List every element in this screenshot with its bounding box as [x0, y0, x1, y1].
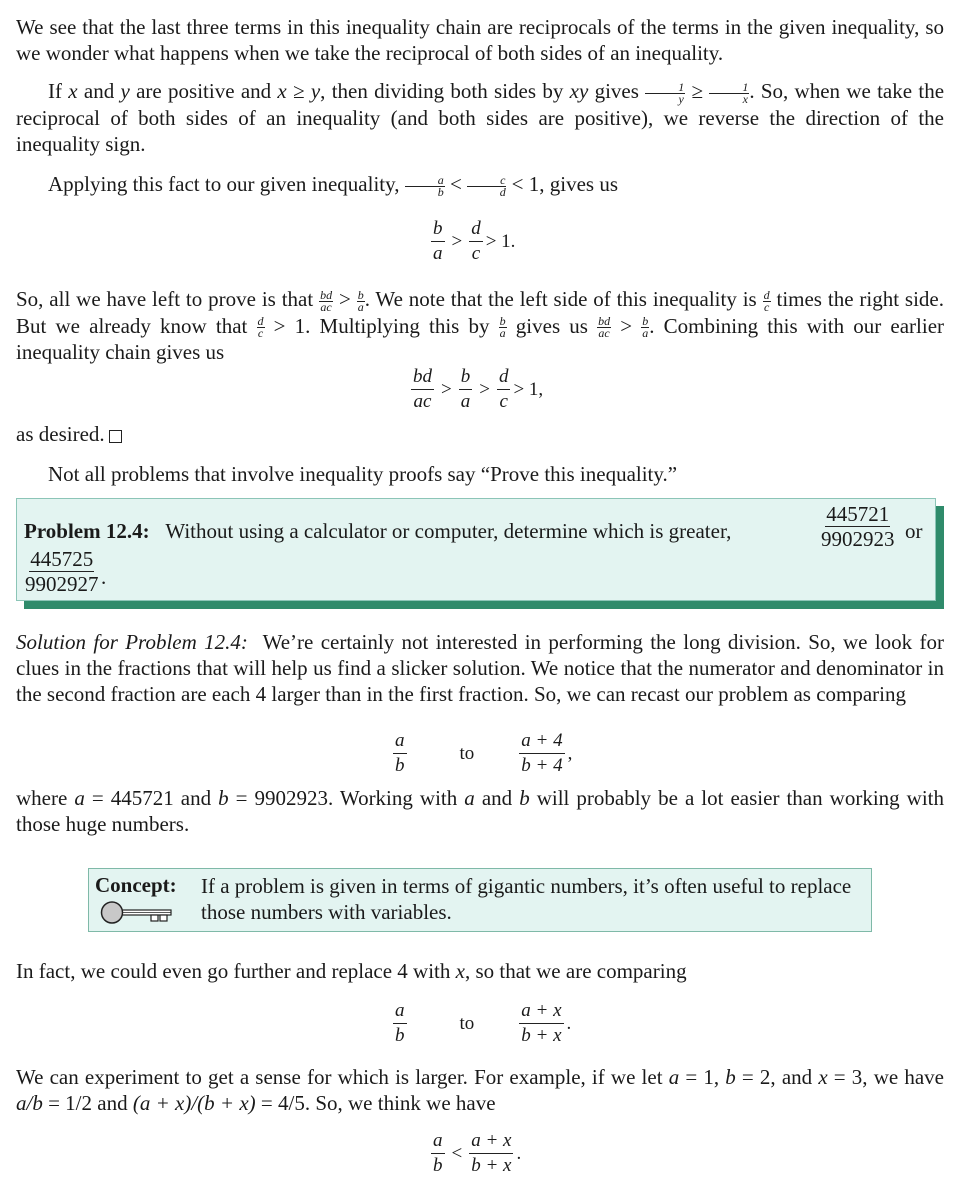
problem-text [24, 519, 929, 544]
numerator: 445721 [826, 502, 890, 526]
denominator: ac [320, 299, 332, 314]
concept-box [88, 868, 872, 932]
fraction [519, 1000, 563, 1047]
numerator: b [357, 287, 364, 302]
text: < 1, gives us [506, 172, 619, 196]
inline-fraction [597, 316, 611, 339]
equation-tail: . [516, 1142, 522, 1164]
text: = 1, [679, 1065, 726, 1089]
numerator: d [257, 314, 264, 329]
denominator: a [460, 391, 471, 412]
numerator: a + 4 [519, 730, 564, 754]
solution-text: We’re certainly not interested in performing the long division. So, we look for clues in the fractions that will help us find a slicker solution. We notice that the numerator and denominator in the second fraction are each 4 larger than in the first fraction. So, we can recast our problem as comparing [16, 630, 945, 706]
inline-fraction [257, 316, 265, 339]
paragraph-where [16, 785, 944, 837]
operator: > [479, 378, 490, 400]
numerator: a [431, 1130, 445, 1154]
paragraph-experiment [16, 1064, 944, 1116]
denominator: c [471, 243, 481, 264]
numerator: 1 [709, 82, 749, 94]
text: as desired. [16, 422, 105, 446]
problem-box [16, 498, 936, 601]
numerator: b [642, 314, 649, 329]
inline-fraction [709, 79, 749, 106]
denominator: x [742, 91, 748, 106]
to-text: to [459, 1012, 475, 1034]
text: > [333, 287, 357, 311]
text: In fact, we could even go further and replace 4 with [16, 959, 456, 983]
concept-label: Concept: [95, 873, 177, 897]
period: . [101, 565, 107, 589]
display-equation-1 [428, 218, 515, 265]
text: = 445721 and [84, 786, 219, 810]
inline-fraction [763, 287, 771, 314]
denominator: a [433, 243, 443, 264]
denominator: b [395, 1025, 405, 1046]
text: = 3, we have [827, 1065, 944, 1089]
text: where [16, 786, 75, 810]
display-equation-4 [390, 1000, 571, 1047]
text: Applying this fact to our given inequality, [48, 172, 405, 196]
numerator: 445725 [30, 547, 94, 571]
denominator: b [433, 1155, 443, 1176]
var: y [120, 79, 130, 103]
fraction [469, 1130, 513, 1177]
fraction [519, 730, 564, 777]
fraction [497, 366, 511, 413]
fraction [431, 1130, 445, 1177]
text: . Combining this with our earlier inequality chain gives us [16, 313, 945, 365]
to-text: to [459, 742, 475, 764]
equation-tail: > 1. [485, 230, 516, 252]
text: . So, when we take the reciprocal of both sides of an inequality (and both sides are positive), we reverse the direction of the inequality sign. [16, 79, 945, 156]
paragraph-as-desired [16, 421, 944, 447]
text: times the right side. But we already know that [16, 287, 945, 338]
inline-fraction [645, 79, 685, 106]
denominator: b [437, 184, 444, 199]
fraction [411, 366, 434, 413]
denominator: y [678, 91, 684, 106]
numerator: d [497, 366, 511, 390]
denominator: 9902927 [25, 572, 99, 596]
denominator: d [499, 184, 506, 199]
text: = 9902923. Working with [228, 786, 465, 810]
text: < [444, 172, 468, 196]
qed-square-icon [109, 430, 122, 443]
text: > [611, 313, 642, 338]
numerator: a [393, 730, 407, 754]
denominator: b [395, 755, 405, 776]
fraction [393, 730, 407, 777]
var: a [74, 786, 85, 810]
text: gives us [506, 313, 598, 338]
numerator: b [431, 218, 445, 242]
var: b [519, 786, 530, 810]
text: > 1. Multiplying this by [264, 313, 499, 338]
inline-fraction [499, 316, 507, 339]
paragraph-reciprocal-rule [16, 78, 944, 157]
denominator: ac [598, 326, 610, 341]
fraction-1 [821, 502, 895, 551]
equation-tail: > 1, [513, 378, 544, 400]
key-icon [99, 901, 174, 925]
var: a [668, 1065, 680, 1089]
numerator: a [393, 1000, 407, 1024]
operator: > [441, 378, 452, 400]
denominator: ac [413, 391, 432, 412]
var: a [464, 786, 475, 810]
text: are positive and [129, 79, 278, 103]
denominator: c [499, 391, 508, 412]
geq-symbol: ≥ [691, 79, 704, 103]
solution-label: Solution for Problem 12.4: [16, 630, 248, 654]
text: = 4/5. So, we think we have [255, 1091, 496, 1115]
text: , then dividing both sides by [320, 79, 570, 103]
numerator: bd [598, 314, 611, 329]
paragraph-left-to-prove [16, 286, 944, 365]
denominator: a [642, 326, 649, 341]
var: xy [569, 79, 589, 103]
paragraph-solution [16, 629, 944, 707]
numerator: a [405, 175, 445, 187]
text: = 1/2 and [42, 1091, 133, 1115]
inline-fraction [319, 287, 333, 314]
inline-fraction [357, 287, 365, 314]
denominator: b + 4 [521, 755, 563, 776]
denominator: c [257, 326, 264, 341]
numerator: c [467, 175, 506, 187]
paragraph-in-fact [16, 958, 944, 984]
inline-fraction [467, 172, 506, 199]
problem-label: Problem 12.4: [24, 519, 150, 543]
fraction [431, 218, 445, 265]
inline-fraction [405, 172, 445, 199]
text: , so that we are comparing [464, 959, 687, 983]
operator: > [451, 230, 463, 252]
display-equation-5 [428, 1130, 521, 1177]
inline-math: (a + x)/(b + x) [132, 1091, 256, 1115]
numerator: b [499, 314, 506, 329]
var: x [455, 959, 465, 983]
text: gives [588, 79, 646, 103]
text: and [77, 79, 121, 103]
var: b [725, 1065, 736, 1089]
paragraph-reciprocals: We see that the last three terms in this inequality chain are reciprocals of the terms in the given inequality, so we wonder what happens when we take the reciprocal of both sides of an inequality. [16, 15, 944, 65]
var: x [68, 79, 78, 103]
text: = 2, and [735, 1065, 819, 1089]
paragraph-not-all-problems: Not all problems that involve inequality proofs say “Prove this inequality.” [48, 462, 678, 486]
problem-statement: Without using a calculator or computer, determine which is greater, [165, 519, 732, 543]
text: If [48, 79, 69, 103]
inline-math: a/b [16, 1091, 43, 1115]
inline-math: x ≥ y [277, 79, 321, 103]
fraction [469, 218, 483, 265]
numerator: a + x [469, 1130, 513, 1154]
var: x [818, 1065, 828, 1089]
fraction [459, 366, 473, 413]
text: We can experiment to get a sense for which is larger. For example, if we let [16, 1065, 669, 1089]
denominator: b + x [521, 1025, 562, 1046]
paragraph-applying [16, 171, 944, 198]
display-equation-3 [390, 730, 572, 777]
equation-tail: , [567, 742, 573, 764]
fraction [393, 1000, 407, 1047]
text: . We note that the left side of this inequality is [364, 287, 763, 311]
var: b [218, 786, 229, 810]
text: will probably be a lot easier than working with those huge numbers. [16, 786, 945, 836]
operator: < [451, 1142, 463, 1164]
denominator: b + x [471, 1155, 512, 1176]
equation-tail: . [566, 1012, 572, 1034]
concept-text: If a problem is given in terms of gigantic numbers, it’s often useful to replace those numbers with variables. [201, 874, 852, 924]
numerator: d [763, 287, 770, 302]
denominator: a [357, 299, 364, 314]
numerator: a + x [519, 1000, 563, 1024]
numerator: bd [320, 287, 333, 302]
denominator: c [763, 299, 770, 314]
denominator: a [499, 326, 506, 341]
numerator: d [469, 218, 483, 242]
numerator: 1 [645, 82, 685, 94]
or-text: or [905, 519, 923, 543]
denominator: 9902923 [821, 527, 895, 551]
text: So, all we have left to prove is that [16, 287, 320, 311]
display-equation-2 [408, 366, 543, 413]
numerator: bd [411, 366, 434, 390]
numerator: b [459, 366, 473, 390]
text: and [474, 786, 520, 810]
fraction-2 [25, 547, 99, 596]
